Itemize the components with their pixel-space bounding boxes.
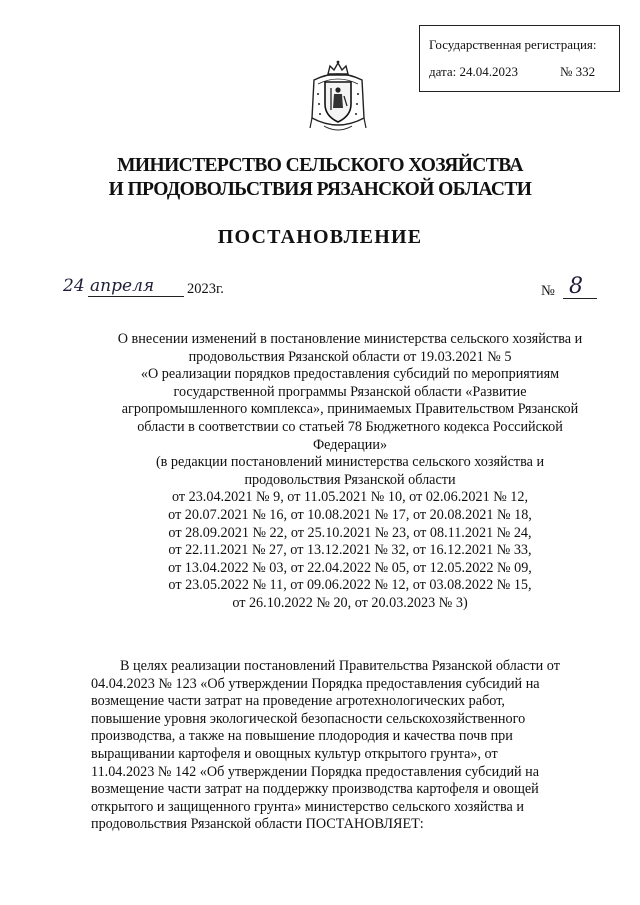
subject-line: агропромышленного комплекса», принимаемых Правительством Рязанской xyxy=(121,401,579,418)
document-type-title: ПОСТАНОВЛЕНИЕ xyxy=(217,226,423,248)
subject-line: продовольствия Рязанской области xyxy=(244,471,456,488)
body-line: продовольствия Рязанской области ПОСТАНОВЛЯЕТ: xyxy=(91,816,424,833)
subject-line: от 26.10.2022 № 20, от 20.03.2023 № 3) xyxy=(232,594,468,611)
handwritten-number: 8 xyxy=(569,274,583,299)
body-paragraph xyxy=(91,658,597,834)
number-underline xyxy=(563,298,597,299)
subject-line: О внесении изменений в постановление министерства сельского хозяйства и xyxy=(117,331,583,347)
subject-line: (в редакции постановлений министерства сельского хозяйства и xyxy=(155,454,545,471)
registration-date: дата: 24.04.2023 xyxy=(429,64,519,79)
registration-number: № 332 xyxy=(560,64,596,79)
handwritten-date: 24 апреля xyxy=(63,276,155,296)
registration-title: Государственная регистрация: xyxy=(429,37,597,52)
body-line: В целях реализации постановлений Правительства Рязанской области от xyxy=(120,658,560,674)
body-line: производства, а также на повышение плодородия и качества почв при xyxy=(91,728,513,745)
ministry-name-line2: И ПРОДОВОЛЬСТВИЯ РЯЗАНСКОЙ ОБЛАСТИ xyxy=(108,179,532,200)
body-line: возмещение части затрат на проведение агротехнологических работ, xyxy=(91,693,505,710)
subject-line: от 20.07.2021 № 16, от 10.08.2021 № 17, от 20.08.2021 № 18, xyxy=(168,506,532,523)
document-year: 2023г. xyxy=(187,281,224,297)
subject-line: от 23.04.2021 № 9, от 11.05.2021 № 10, от 02.06.2021 № 12, xyxy=(171,489,529,506)
date-underline xyxy=(88,296,184,297)
registration-stamp xyxy=(419,25,620,92)
subject-line: от 13.04.2022 № 03, от 22.04.2022 № 05, от 12.05.2022 № 09, xyxy=(168,559,532,576)
number-label: № xyxy=(541,283,555,299)
document-subject xyxy=(60,331,640,613)
subject-line: от 28.09.2021 № 22, от 25.10.2021 № 23, от 08.11.2021 № 24, xyxy=(168,524,532,541)
body-line: выращивании картофеля и овощных культур открытого грунта», от xyxy=(91,745,498,762)
body-line: повышение уровня экологической безопасности сельскохозяйственного xyxy=(91,710,526,727)
coat-of-arms-icon xyxy=(306,58,370,138)
ministry-name-line1: МИНИСТЕРСТВО СЕЛЬСКОГО ХОЗЯЙСТВА xyxy=(117,155,523,176)
body-line: открытого и защищенного грунта» министерство сельского хозяйства и xyxy=(91,798,524,815)
body-line: 11.04.2023 № 142 «Об утверждении Порядка предоставления субсидий на xyxy=(91,763,540,780)
subject-line: от 22.11.2021 № 27, от 13.12.2021 № 32, от 16.12.2021 № 33, xyxy=(168,542,532,559)
subject-line: продовольствия Рязанской области от 19.03.2021 № 5 xyxy=(188,348,512,365)
body-line: 04.04.2023 № 123 «Об утверждении Порядка предоставления субсидий на xyxy=(91,675,540,692)
subject-line: от 23.05.2022 № 11, от 09.06.2022 № 12, от 03.08.2022 № 15, xyxy=(168,577,532,594)
subject-line: «О реализации порядков предоставления субсидий по мероприятиям xyxy=(140,366,560,383)
subject-line: области в соответствии со статьей 78 Бюджетного кодекса Российской xyxy=(137,418,563,435)
subject-line: Федерации» xyxy=(312,436,388,453)
body-line: возмещение части затрат на поддержку производства картофеля и овощей xyxy=(91,781,539,798)
subject-line: государственной программы Рязанской области «Развитие xyxy=(173,383,527,400)
